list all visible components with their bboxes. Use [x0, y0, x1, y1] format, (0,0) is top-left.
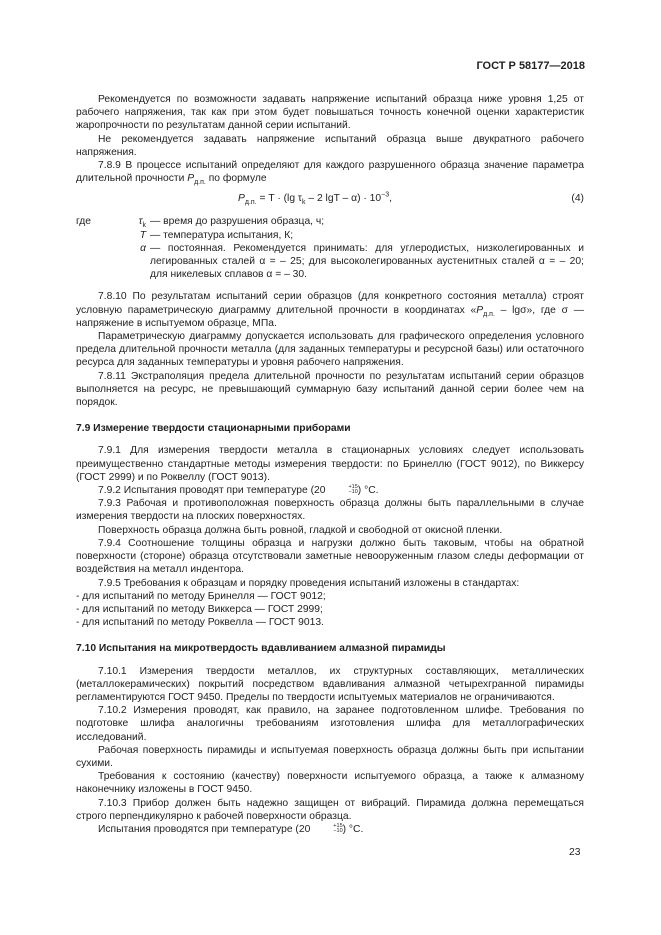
- paragraph: Рабочая поверхность пирамиды и испытуемая поверхность образца должны быть при испытании сухими.: [76, 744, 584, 769]
- list-item: - для испытаний по методу Виккерса — ГОСТ 2999;: [76, 603, 323, 615]
- where-block: [76, 215, 584, 281]
- paragraph-7-8-10: 7.8.10 По результатам испытаний серии образцов (для конкретного состояния металла) строят условную параметрическую диаграмму длительной прочности в координатах «$P_{д.п.}$ – lgσ», где σ — напряжение в испытуемом образце, МПа.: [76, 291, 584, 329]
- where-list: [106, 215, 584, 281]
- formula-4: [76, 185, 584, 213]
- paragraph: Не рекомендуется задавать напряжение испытаний образца выше двукратного рабочего напряжения.: [76, 133, 584, 158]
- paragraph-7-10-3: 7.10.3 Прибор должен быть надежно защищен от вибраций. Пирамида должна перемещаться строго перпендикулярно к рабочей поверхности образца.: [76, 797, 584, 822]
- list-item: - для испытаний по методу Бринелля — ГОСТ 9012;: [76, 590, 326, 602]
- page-number: 23: [569, 847, 581, 858]
- temperature-tolerance: +15 −10: [348, 483, 358, 496]
- paragraph: Рекомендуется по возможности задавать напряжение испытаний образца ниже уровня 1,25 от рабочего напряжения, так как при этом будет повышаться точность конечной оценки характеристик жаропрочности по результатам данной серии испытаний.: [76, 94, 584, 132]
- where-item: $\tau_k$ — время до разрушения образца, ч;: [138, 216, 325, 230]
- paragraph-7-10-2: 7.10.2 Измерения проводят, как правило, на заранее подготовленном шлифе. Требования по подготовке шлифа аналогичны требованиям изготовления шлифа для металлографических исследований.: [76, 705, 584, 743]
- paragraph: Параметрическую диаграмму допускается использовать для графического определения условного предела длительной прочности металла (для заданных температуры и ресурсной базы) или остаточного ресурса для заданных температуры и уровня рабочего напряжения.: [76, 331, 584, 369]
- formula-number: (4): [571, 193, 584, 205]
- temperature-tolerance: +15 −10: [333, 822, 343, 835]
- standard-header: ГОСТ Р 58177—2018: [476, 60, 585, 72]
- paragraph-7-9-4: 7.9.4 Соотношение толщины образца и нагрузки должно быть таковым, чтобы на обратной поверхности (стороне) образца отсутствовали заметные невооруженным глазом следы деформации от воздействия на металл индентора.: [76, 537, 584, 576]
- paragraph-7-8-11: 7.8.11 Экстраполяция предела длительной прочности по результатам испытаний серии образцов выполняется на ресурс, не превышающий суммарную базу испытаний данной серии более чем на порядок.: [76, 370, 584, 409]
- paragraph: Требования к состоянию (качеству) поверхности испытуемого образца, а также к алмазному наконечнику изложены в ГОСТ 9450.: [76, 771, 584, 796]
- paragraph: Поверхность образца должна быть ровной, гладкой и свободной от окисной пленки.: [98, 524, 503, 536]
- paragraph-7-9-2: 7.9.2 Испытания проводят при температуре (20 +15 −10 ) °С.: [98, 483, 379, 497]
- section-heading-7-10: 7.10 Испытания на микротвердость вдавливанием алмазной пирамиды: [76, 643, 446, 655]
- paragraph-7-9-1: 7.9.1 Для измерения твердости металла в стационарных условиях следует использовать преимущественно стандартные методы измерения твердости: по Бринеллю (ГОСТ 9012), по Виккерсу (ГОСТ 2999) и по Роквеллу (ГОСТ 9013).: [76, 445, 584, 483]
- paragraph-7-9-3: 7.9.3 Рабочая и противоположная поверхность образца должны быть параллельными в случае измерения твердости на плоских поверхностях.: [76, 498, 584, 523]
- where-item: α — постоянная. Рекомендуется принимать: для углеродистых, низколегированных и легированных сталей α = – 25; для высоколегированных аустенитных сталей α = – 20; для никелевых сплавов α = – 30.: [140, 242, 584, 281]
- formula-expression: $P_{д.п.} = T \cdot (\lg$ $\tau_k - 2$ $\lg T - \alpha) \cdot 10^{-3}$,: [238, 192, 392, 207]
- section-heading-7-9: 7.9 Измерение твердости стационарными приборами: [76, 423, 351, 435]
- paragraph-7-8-9: 7.8.9 В процессе испытаний определяют для каждого разрушенного образца значение параметра длительной прочности $P_{д.п.}$ по формуле: [76, 160, 584, 187]
- list-item: - для испытаний по методу Роквелла — ГОСТ 9013.: [76, 617, 324, 629]
- where-item: T — температура испытания, К;: [139, 229, 294, 241]
- where-label: где: [76, 216, 92, 228]
- page-content: [76, 93, 584, 836]
- paragraph: Испытания проводятся при температуре (20 +15 −10 ) °С.: [98, 822, 364, 835]
- paragraph-7-10-1: 7.10.1 Измерения твердости металлов, их структурных составляющих, металлических (металлокерамических) покрытий посредством вдавливания алмазной четырехгранной пирамиды регламентируются ГОСТ 9450. Пределы по твердости испытуемых материалов не ограничиваются.: [76, 665, 584, 703]
- paragraph-7-9-5: 7.9.5 Требования к образцам и порядку проведения испытаний изложены в стандартах:: [98, 577, 520, 589]
